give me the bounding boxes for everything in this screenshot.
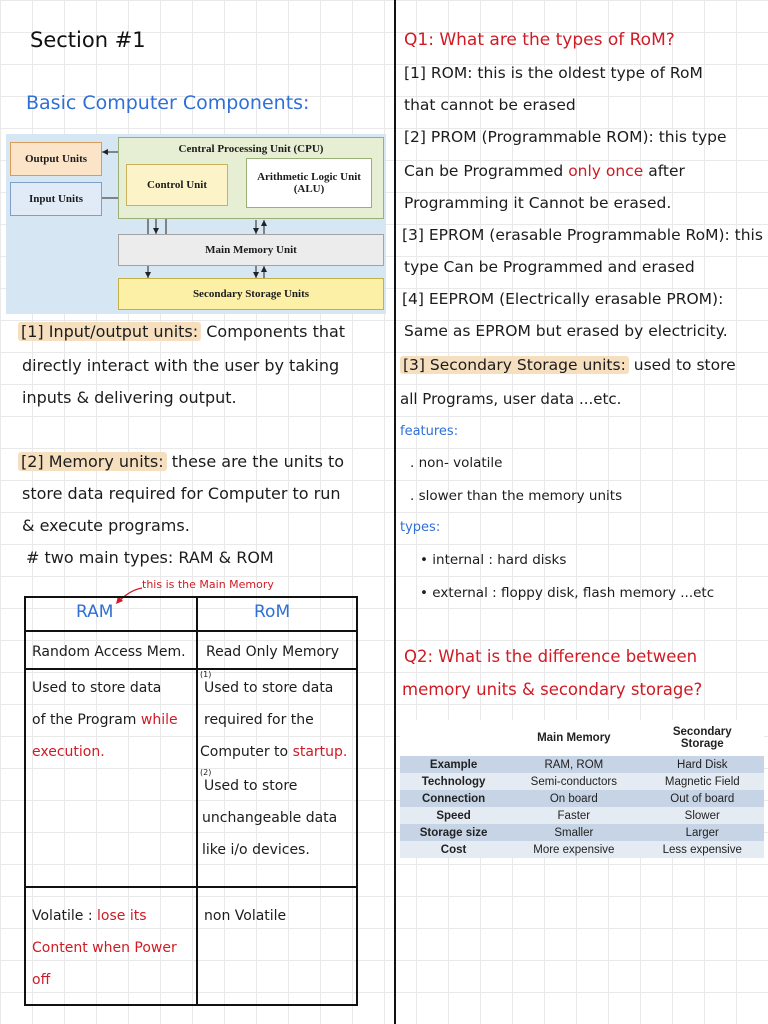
types-label: types: <box>400 520 441 535</box>
ram-volatile-line3: off <box>32 972 51 988</box>
secondary-storage-label: [3] Secondary Storage units: <box>400 356 629 374</box>
type-external: • external : floppy disk, flash memory ...etc <box>420 585 715 601</box>
comparison-table <box>400 720 764 858</box>
main-memory-cell: Semi-conductors <box>507 773 640 790</box>
ram-volatile-red1: lose its <box>97 908 147 924</box>
heading-basic-components: Basic Computer Components: <box>26 92 310 114</box>
paragraph-memory-line3: & execute programs. <box>22 516 190 535</box>
paragraph-memory-line4: # two main types: RAM & ROM <box>26 548 274 567</box>
section-title: Section #1 <box>30 28 146 52</box>
secondary-storage-label: Secondary Storage Units <box>192 288 310 300</box>
comparison-header-secondary <box>641 720 764 756</box>
type-external-text: external : floppy disk, flash memory ...etc <box>432 585 715 601</box>
rom-header: RoM <box>254 602 291 622</box>
output-units-label: Output Units <box>24 153 88 165</box>
type-internal-text: internal : hard disks <box>432 552 567 568</box>
row-label: Connection <box>400 790 507 807</box>
rom-type-3-line2: type Can be Programmed and erased <box>404 258 695 276</box>
ram-use-line1: Used to store data <box>32 680 162 696</box>
rom-use-number1: (1) <box>200 670 212 679</box>
row-label: Storage size <box>400 824 507 841</box>
table-row <box>400 807 764 824</box>
page-divider <box>394 0 396 1024</box>
comparison-header-main-memory: Main Memory <box>507 720 640 756</box>
secondary-cell: Hard Disk <box>641 756 764 773</box>
feature-non-volatile: . non- volatile <box>410 455 503 471</box>
table-row <box>400 824 764 841</box>
paragraph-secondary-line1 <box>400 356 736 374</box>
type-internal: • internal : hard disks <box>420 552 567 568</box>
alu-box <box>246 158 372 208</box>
input-units-label: Input Units <box>28 193 84 205</box>
control-unit-label: Control Unit <box>147 179 207 191</box>
rom-type-4-line2: Same as EPROM but erased by electricity. <box>404 322 728 340</box>
main-memory-cell: Smaller <box>507 824 640 841</box>
secondary-storage-text: used to store <box>633 356 736 374</box>
row-label: Example <box>400 756 507 773</box>
main-memory-cell: RAM, ROM <box>507 756 640 773</box>
paragraph-io-line2: directly interact with the user by taking <box>22 356 340 375</box>
row-label: Cost <box>400 841 507 858</box>
ram-volatile-label: Volatile : <box>32 908 93 924</box>
ram-use-while: while <box>140 712 178 728</box>
secondary-cell: Magnetic Field <box>641 773 764 790</box>
rom-type-1-line2: that cannot be erased <box>404 96 576 114</box>
rom-use-line6: like i/o devices. <box>202 842 310 858</box>
table-row <box>400 773 764 790</box>
secondary-cell: Less expensive <box>641 841 764 858</box>
secondary-header-line2: Storage <box>680 738 724 750</box>
rom-type-4-line1: [4] EEPROM (Electrically erasable PROM): <box>402 290 724 308</box>
control-unit-box <box>126 164 228 206</box>
question-1: Q1: What are the types of RoM? <box>404 30 675 50</box>
row-label: Technology <box>400 773 507 790</box>
table-row <box>400 756 764 773</box>
secondary-cell: Larger <box>641 824 764 841</box>
output-units-box <box>10 142 102 176</box>
main-memory-annotation: this is the Main Memory <box>142 578 274 591</box>
secondary-header-line1: Secondary <box>672 726 732 738</box>
main-memory-label: Main Memory Unit <box>205 244 297 256</box>
rom-type-3-line1: [3] EPROM (erasable Programmable RoM): this <box>402 226 763 244</box>
comparison-corner-cell <box>400 720 507 756</box>
rom-use-number2: (2) <box>200 768 212 777</box>
secondary-cell: Out of board <box>641 790 764 807</box>
row-label: Speed <box>400 807 507 824</box>
rom-type-2-line2 <box>404 162 685 180</box>
ram-volatile-line1 <box>32 908 147 924</box>
paragraph-memory-line2: store data required for Computer to run <box>22 484 341 503</box>
rom-use-line1: Used to store data <box>204 680 334 696</box>
rom-use-line5: unchangeable data <box>202 810 338 826</box>
rom-type-2-line3: Programming it Cannot be erased. <box>404 194 672 212</box>
paragraph-io-line1 <box>18 322 345 341</box>
prom-only-once: only once <box>568 162 644 180</box>
paragraph-memory-line1 <box>18 452 344 471</box>
rom-use-line2: required for the <box>204 712 314 728</box>
secondary-storage-box <box>118 278 384 310</box>
secondary-cell: Slower <box>641 807 764 824</box>
ram-rom-table <box>24 596 358 1006</box>
rom-use-startup: startup. <box>292 744 348 760</box>
ram-header: RAM <box>76 602 114 622</box>
rom-use-line3 <box>200 744 347 760</box>
alu-label-line2: (ALU) <box>293 183 325 195</box>
io-units-text-1: Components that <box>206 322 346 341</box>
alu-label-line1: Arithmetic Logic Unit <box>257 171 361 183</box>
computer-components-diagram <box>6 134 386 314</box>
rom-use-line4: Used to store <box>204 778 298 794</box>
ram-use-text: of the Program <box>32 712 137 728</box>
paragraph-io-line3: inputs & delivering output. <box>22 388 237 407</box>
prom-text: Can be Programmed <box>404 162 564 180</box>
main-memory-cell: On board <box>507 790 640 807</box>
question-2-line1: Q2: What is the difference between <box>404 647 698 666</box>
rom-full-name: Read Only Memory <box>206 644 340 660</box>
rom-non-volatile: non Volatile <box>204 908 287 924</box>
rom-use-text: Computer to <box>200 744 289 760</box>
table-row <box>400 841 764 858</box>
main-memory-cell: Faster <box>507 807 640 824</box>
features-label: features: <box>400 424 459 439</box>
main-memory-cell: More expensive <box>507 841 640 858</box>
ram-use-line3: execution. <box>32 744 105 760</box>
feature-slower: . slower than the memory units <box>410 488 623 504</box>
rom-type-2-line1: [2] PROM (Programmable ROM): this type <box>404 128 727 146</box>
paragraph-secondary-line2: all Programs, user data ...etc. <box>400 390 622 408</box>
memory-units-text-1: these are the units to <box>171 452 345 471</box>
main-memory-box <box>118 234 384 266</box>
table-row <box>400 790 764 807</box>
input-units-box <box>10 182 102 216</box>
prom-after: after <box>648 162 685 180</box>
question-2-line2: memory units & secondary storage? <box>402 680 703 699</box>
rom-type-1-line1: [1] ROM: this is the oldest type of RoM <box>404 64 703 82</box>
io-units-label: [1] Input/output units: <box>18 322 201 341</box>
ram-volatile-line2: Content when Power <box>32 940 177 956</box>
cpu-label: Central Processing Unit (CPU) <box>178 143 324 155</box>
memory-units-label: [2] Memory units: <box>18 452 167 471</box>
ram-use-line2 <box>32 712 178 728</box>
ram-full-name: Random Access Mem. <box>32 644 186 660</box>
